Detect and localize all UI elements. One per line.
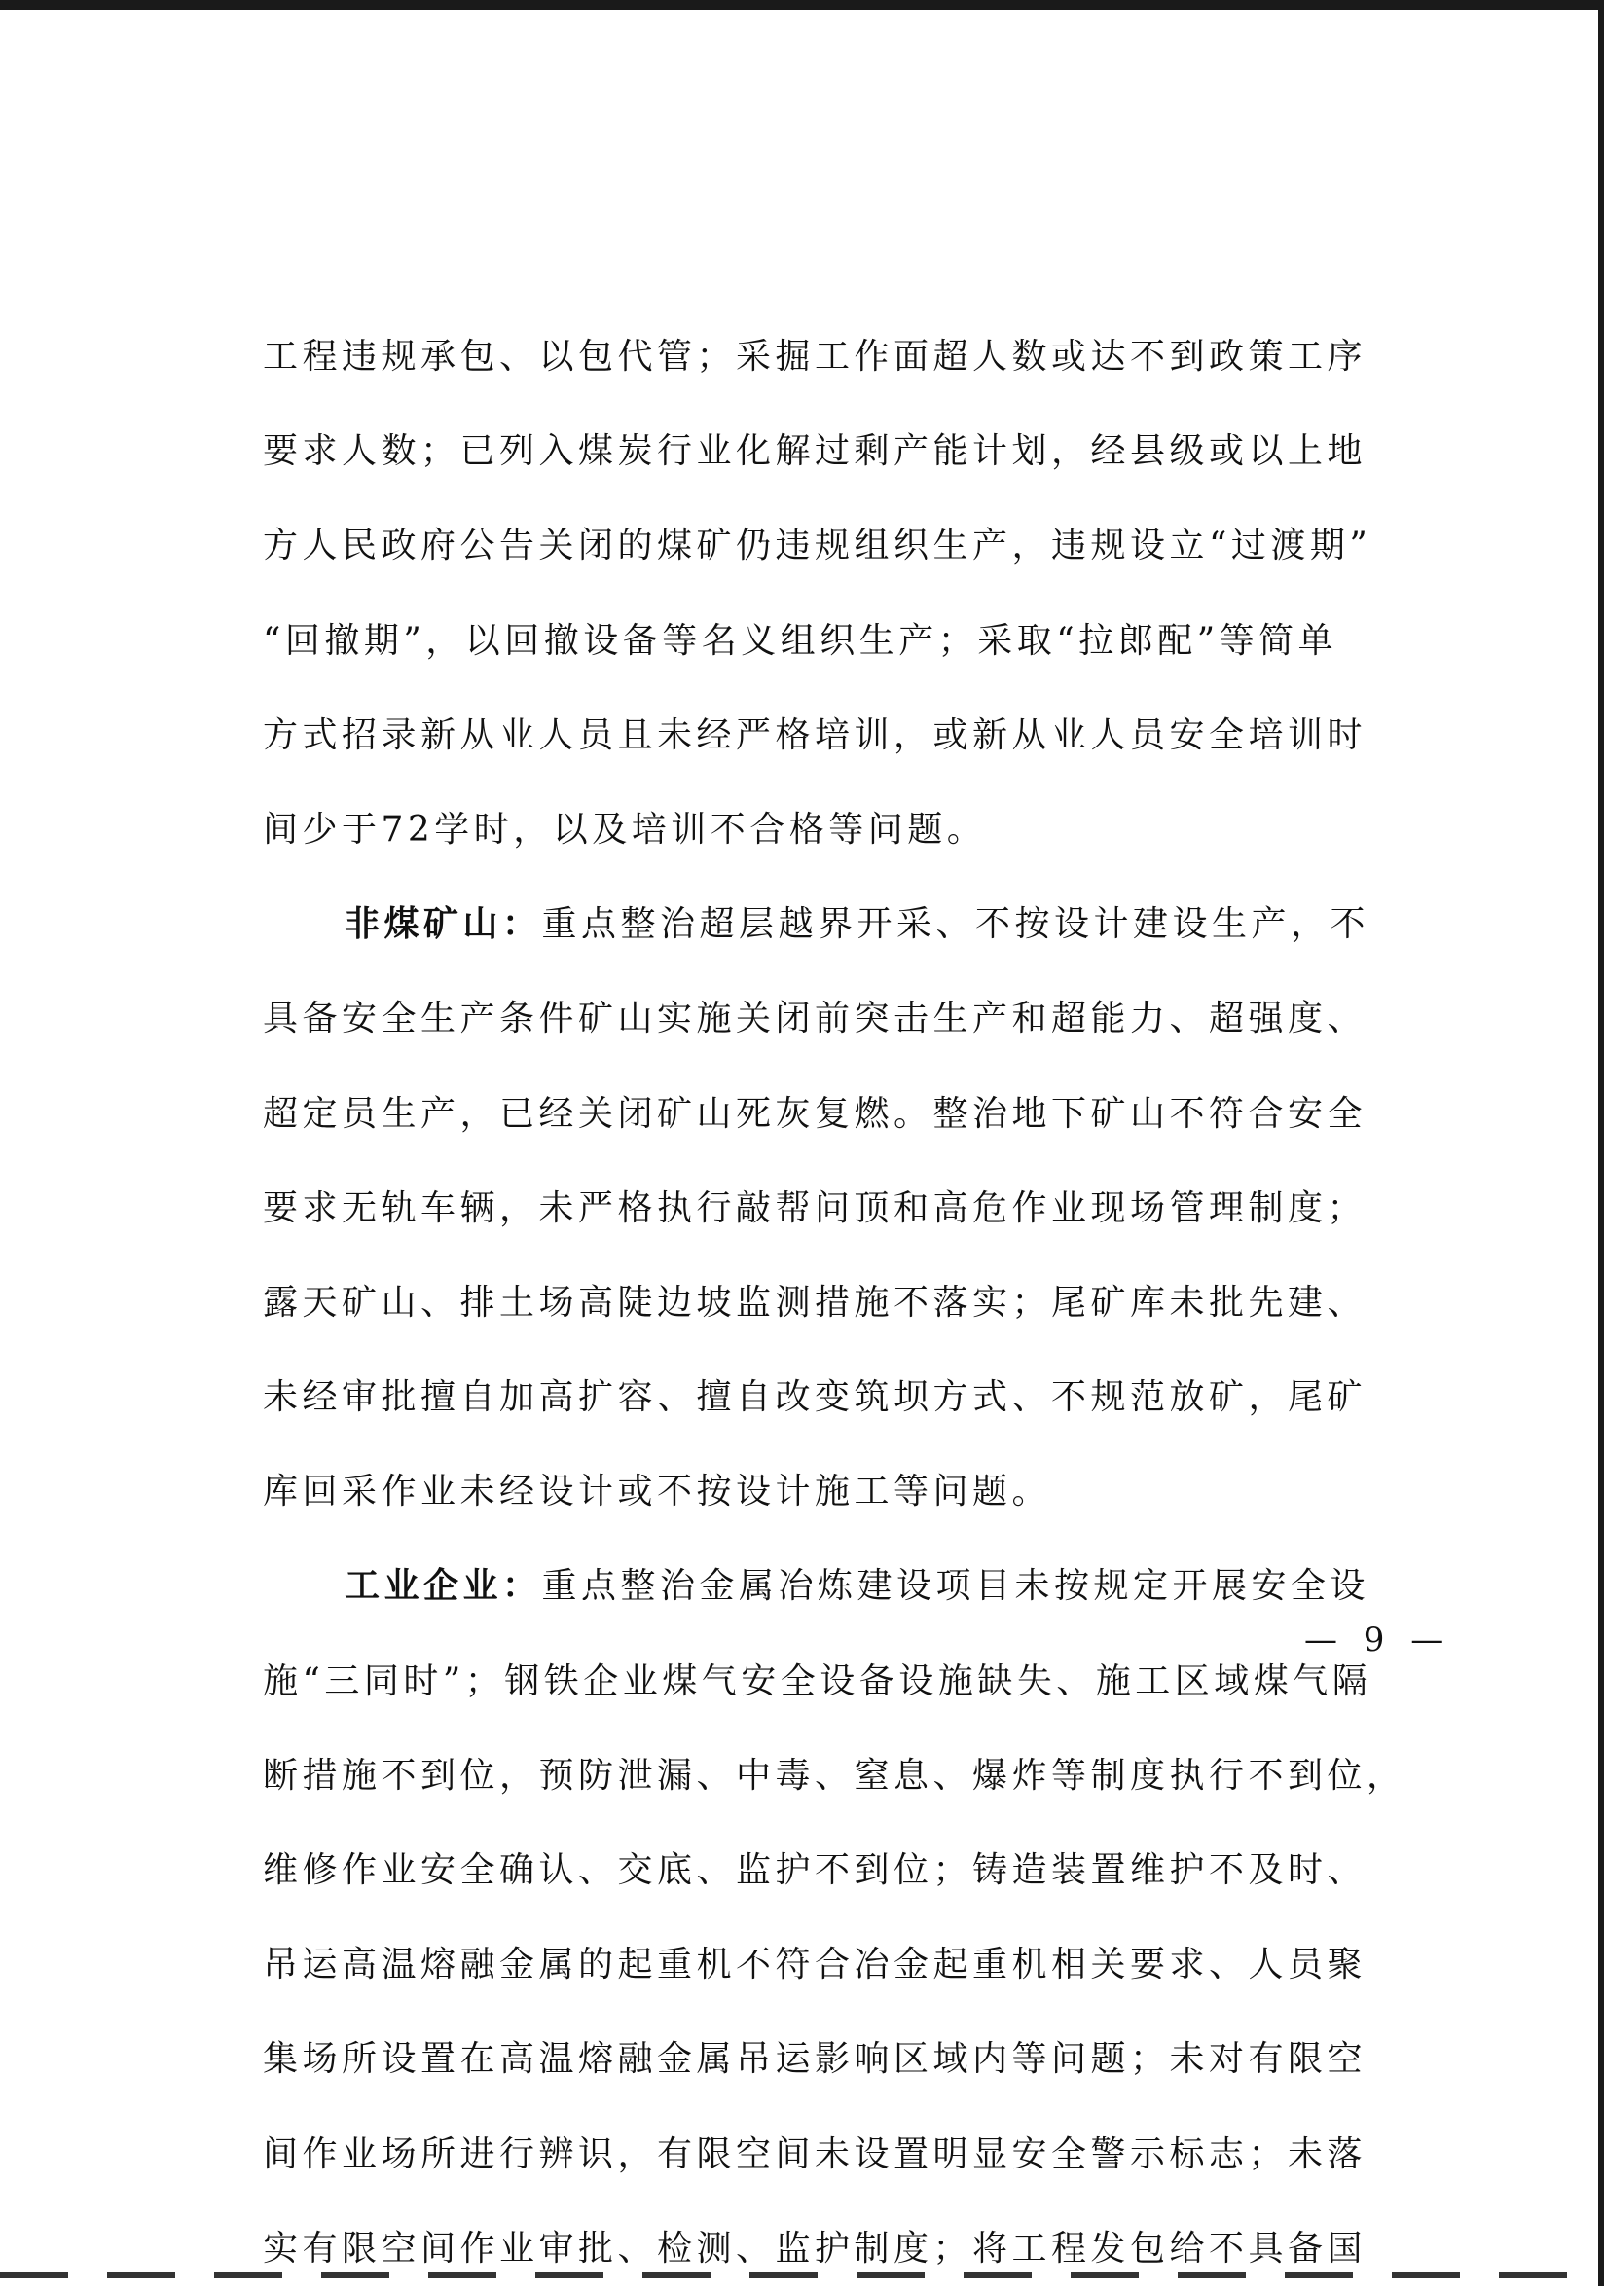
paragraph-line: 工程违规承包、以包代管；采掘工作面超人数或达不到政策工序 bbox=[263, 337, 1367, 377]
paragraph-line: 未经审批擅自加高扩容、擅自改变筑坝方式、不规范放矿，尾矿 bbox=[263, 1377, 1367, 1418]
paragraph-line: 具备安全生产条件矿山实施关闭前突击生产和超能力、超强度、 bbox=[263, 999, 1367, 1039]
paragraph-line: 方式招录新从业人员且未经严格培训，或新从业人员安全培训时 bbox=[263, 714, 1367, 755]
paragraph-line: 吊运高温熔融金属的起重机不符合冶金起重机相关要求、人员聚 bbox=[263, 1945, 1367, 1986]
scan-bottom-edge bbox=[0, 2272, 1604, 2278]
paragraph-line: 间少于72学时，以及培训不合格等问题。 bbox=[263, 809, 987, 850]
paragraph-line: 实有限空间作业审批、检测、监护制度；将工程发包给不具备国 bbox=[263, 2228, 1367, 2269]
scan-top-border bbox=[0, 0, 1604, 10]
paragraph-line: 露天矿山、排土场高陡边坡监测措施不落实；尾矿库未批先建、 bbox=[263, 1282, 1367, 1323]
paragraph-line: 要求人数；已列入煤炭行业化解过剩产能计划，经县级或以上地 bbox=[263, 431, 1367, 472]
paragraph-line: 断措施不到位，预防泄漏、中毒、窒息、爆炸等制度执行不到位， bbox=[263, 1755, 1406, 1796]
industry-first-text: 重点整治金属冶炼建设项目未按规定开展安全设 bbox=[541, 1566, 1370, 1607]
document-body bbox=[263, 310, 1417, 2296]
noncoal-first-text: 重点整治超层越界开采、不按设计建设生产，不 bbox=[541, 904, 1370, 945]
paragraph-line: 集场所设置在高温熔融金属吊运影响区域内等问题；未对有限空 bbox=[263, 2039, 1367, 2080]
paragraph-line: 间作业场所进行辨识，有限空间未设置明显安全警示标志；未落 bbox=[263, 2133, 1367, 2174]
paragraph-line: 维修作业安全确认、交底、监护不到位；铸造装置维护不及时、 bbox=[263, 1850, 1367, 1890]
noncoal-first-line bbox=[263, 877, 1417, 971]
paragraph-line: 库回采作业未经设计或不按设计施工等问题。 bbox=[263, 1472, 1052, 1512]
scan-right-border bbox=[1598, 0, 1604, 2286]
paragraph-line: “回撤期”，以回撤设备等名义组织生产；采取“拉郎配”等简单 bbox=[263, 620, 1338, 661]
paragraph-line: 方人民政府公告关闭的煤矿仍违规组织生产，违规设立“过渡期” bbox=[263, 526, 1372, 566]
noncoal-heading: 非煤矿山： bbox=[345, 903, 542, 945]
industry-heading: 工业企业： bbox=[345, 1565, 542, 1607]
paragraph-line: 要求无轨车辆，未严格执行敲帮问顶和高危作业现场管理制度； bbox=[263, 1187, 1367, 1228]
paragraph-line: 超定员生产，已经关闭矿山死灰复燃。整治地下矿山不符合安全 bbox=[263, 1093, 1367, 1134]
paragraph-line: 施“三同时”；钢铁企业煤气安全设备设施缺失、施工区域煤气隔 bbox=[263, 1660, 1372, 1701]
industry-first-line bbox=[263, 1539, 1417, 1633]
page-number: — 9 — bbox=[1304, 1621, 1452, 1659]
